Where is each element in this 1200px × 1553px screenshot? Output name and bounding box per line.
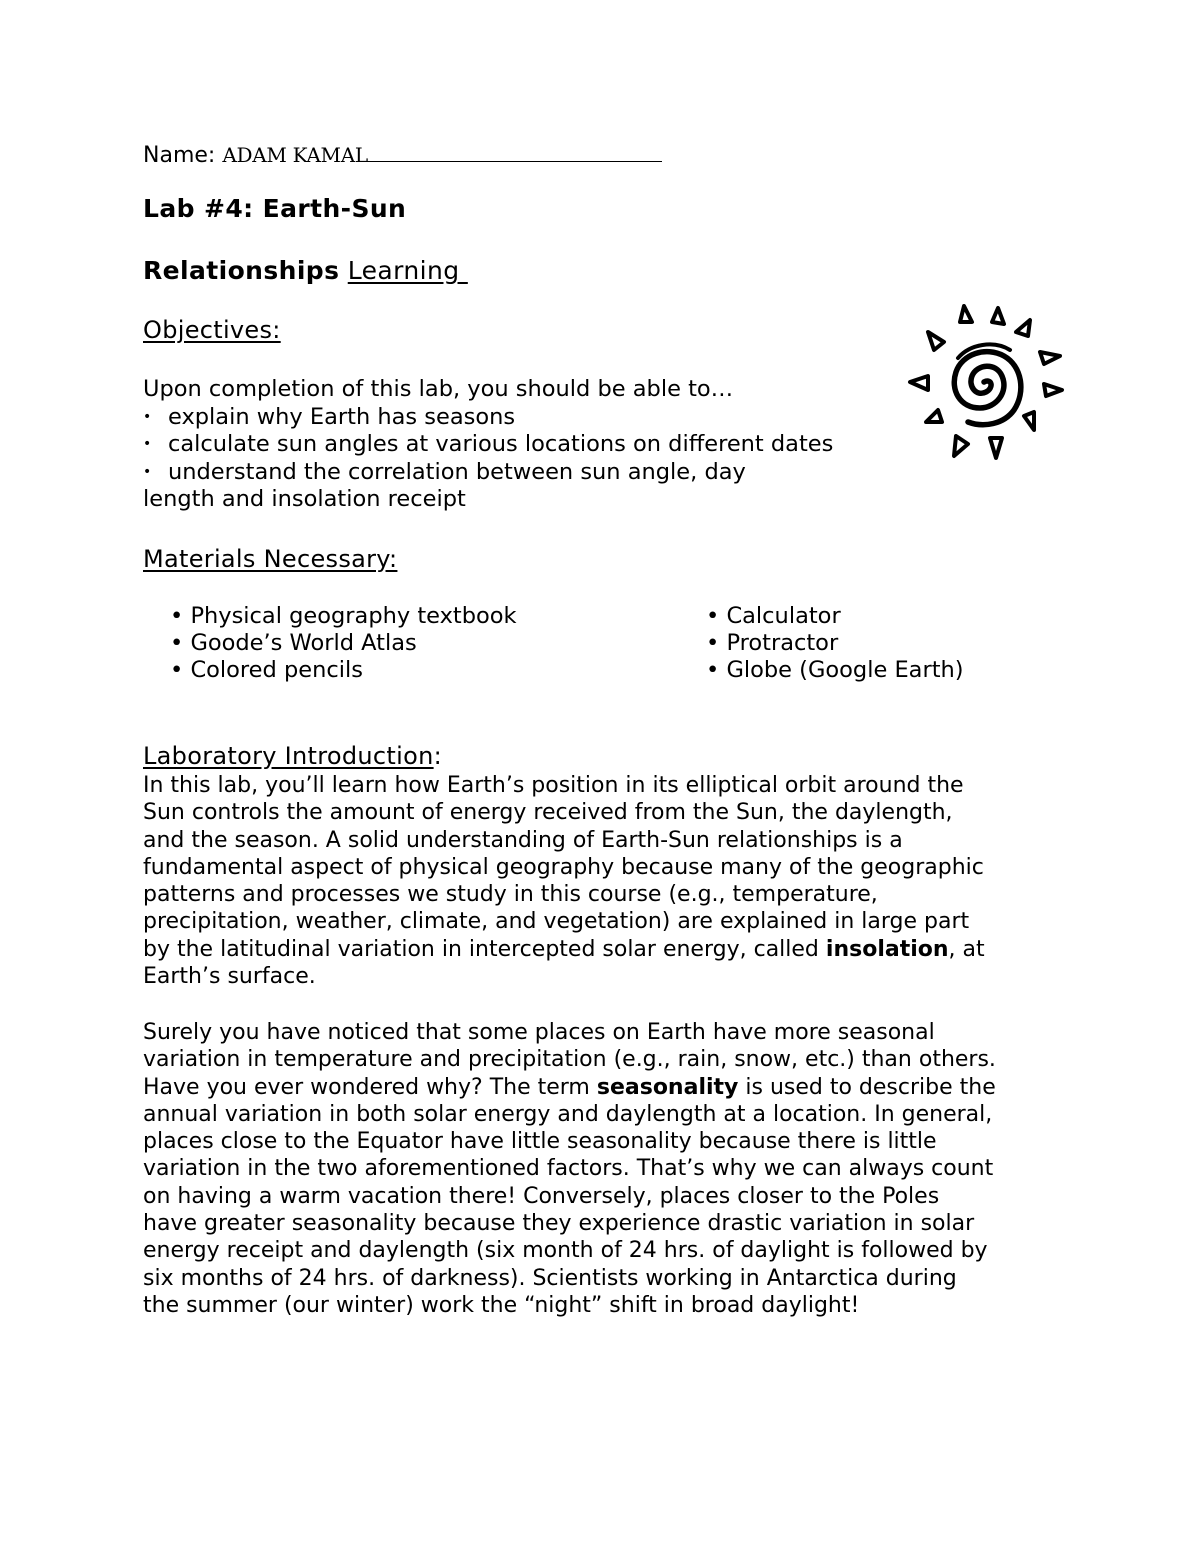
list-item: • calculate sun angles at various locations on different dates bbox=[143, 431, 834, 457]
introduction-paragraph-1: In this lab, you’ll learn how Earth’s position in its elliptical orbit around the Sun controls the amount of energy received from the Sun, the daylength, and the season. A solid understanding of Earth-Sun relationships is a fundamental aspect of physical geography because many of the geographic patterns and processes we study in this course (e.g., temperature, precipitation, weather, climate, and vegetation) are explained in large part by the latitudinal variation in intercepted solar energy, called insolation, at Earth’s surface. bbox=[143, 773, 985, 990]
lab-subtitle bbox=[143, 256, 468, 285]
list-item: • Protractor bbox=[706, 630, 839, 656]
bullet-icon: • bbox=[143, 408, 152, 425]
list-item: • Physical geography textbook bbox=[170, 603, 517, 629]
materials-list-left bbox=[170, 603, 517, 684]
list-item: • Goode’s World Atlas bbox=[170, 630, 417, 656]
list-item: • Calculator bbox=[706, 603, 841, 629]
list-item: • explain why Earth has seasons bbox=[143, 403, 516, 430]
name-field bbox=[143, 141, 662, 168]
subtitle-underlined: Learning bbox=[347, 256, 468, 285]
name-value: ADAM KAMAL bbox=[222, 143, 368, 167]
name-label: Name: bbox=[143, 143, 216, 168]
bullet-icon: • bbox=[143, 436, 152, 452]
subtitle-bold: Relationships bbox=[143, 256, 340, 285]
materials-heading: Materials Necessary: bbox=[143, 545, 398, 573]
term-seasonality: seasonality bbox=[596, 1074, 739, 1100]
objectives-list bbox=[143, 376, 833, 514]
bullet-icon: • bbox=[143, 463, 152, 480]
materials-list-right bbox=[706, 603, 964, 684]
list-item: • Colored pencils bbox=[170, 657, 363, 683]
name-underline bbox=[366, 141, 662, 162]
introduction-paragraph-2: Surely you have noticed that some places on Earth have more seasonal variation in temperature and precipitation (e.g., rain, snow, etc.) than others. Have you ever wondered why? The term seasonality is used to describe the annual variation in both solar energy and daylength at a location. In general, places close to the Equator have little seasonality because there is little variation in the two aforementioned factors. That’s why we can always count on having a warm vacation there! Conversely, places closer to the Poles have greater seasonality because they experience drastic variation in solar energy receipt and daylength (six month of 24 hrs. of daylight is followed by six months of 24 hrs. of darkness). Scientists working in Antarctica during the summer (our winter) work the “night” shift in broad daylight! bbox=[143, 1020, 996, 1318]
objectives-continuation: length and insolation receipt bbox=[143, 486, 466, 512]
list-item: • understand the correlation between sun angle, day bbox=[143, 458, 746, 485]
list-item: • Globe (Google Earth) bbox=[706, 657, 964, 683]
objectives-heading: Objectives: bbox=[143, 316, 281, 344]
lab-title: Lab #4: Earth-Sun bbox=[143, 194, 407, 223]
sun-icon bbox=[900, 298, 1070, 463]
objectives-intro: Upon completion of this lab, you should be able to… bbox=[143, 376, 734, 402]
term-insolation: insolation bbox=[825, 936, 949, 962]
introduction-heading: Laboratory Introduction: bbox=[143, 742, 442, 770]
